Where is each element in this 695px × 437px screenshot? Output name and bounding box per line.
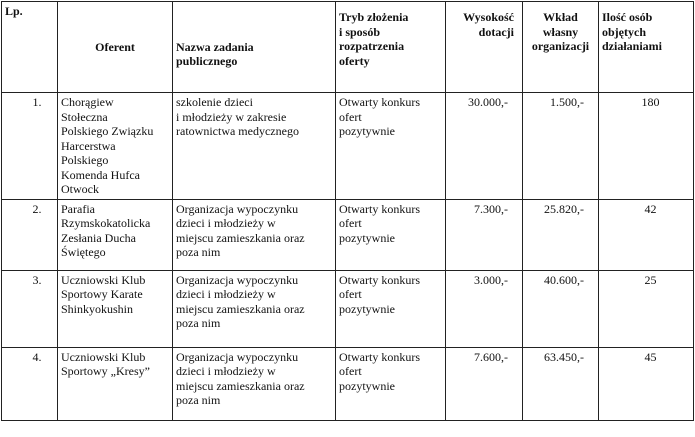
cell-nazwa: Organizacja wypoczynku dzieci i młodzieży w miejscu zamieszkania oraz poza nim: [173, 270, 336, 347]
cell-nazwa: Organizacja wypoczynku dzieci i młodzieży w miejscu zamieszkania oraz poza nim: [173, 199, 336, 270]
table-row: [2, 93, 694, 200]
cell-oferent: Parafia Rzymskokatolicka Zesłania Ducha Świętego: [58, 199, 173, 270]
cell-ilosc: 180: [599, 93, 694, 200]
header-nazwa: Nazwa zadania publicznego: [173, 2, 336, 93]
cell-wysokosc: 7.600,-: [446, 347, 523, 420]
cell-wysokosc: 7.300,-: [446, 199, 523, 270]
table-row: [2, 347, 694, 420]
cell-wklad: 40.600,-: [523, 270, 599, 347]
header-ilosc: Ilość osób objętych działaniami: [599, 2, 694, 93]
table-row: [2, 270, 694, 347]
cell-tryb: Otwarty konkurs ofert pozytywnie: [336, 199, 446, 270]
cell-lp: 1.: [2, 93, 58, 200]
cell-wklad: 25.820,-: [523, 199, 599, 270]
offers-table: [1, 1, 694, 421]
cell-oferent: Uczniowski Klub Sportowy „Kresy”: [58, 347, 173, 420]
cell-lp: 3.: [2, 270, 58, 347]
header-wklad: Wkład własny organizacji: [523, 2, 599, 93]
cell-wysokosc: 3.000,-: [446, 270, 523, 347]
cell-oferent: Uczniowski Klub Sportowy Karate Shinkyokushin: [58, 270, 173, 347]
header-lp: Lp.: [2, 2, 58, 93]
cell-wysokosc: 30.000,-: [446, 93, 523, 200]
cell-oferent: Chorągiew Stołeczna Polskiego Związku Harcerstwa Polskiego Komenda Hufca Otwock: [58, 93, 173, 200]
cell-lp: 4.: [2, 347, 58, 420]
cell-ilosc: 45: [599, 347, 694, 420]
cell-nazwa: szkolenie dzieci i młodzieży w zakresie ratownictwa medycznego: [173, 93, 336, 200]
header-tryb: Tryb złożenia i sposób rozpatrzenia oferty: [336, 2, 446, 93]
table-row: [2, 199, 694, 270]
cell-wklad: 63.450,-: [523, 347, 599, 420]
cell-lp: 2.: [2, 199, 58, 270]
cell-ilosc: 42: [599, 199, 694, 270]
cell-tryb: Otwarty konkurs ofert pozytywnie: [336, 270, 446, 347]
header-oferent: Oferent: [58, 2, 173, 93]
cell-ilosc: 25: [599, 270, 694, 347]
cell-wklad: 1.500,-: [523, 93, 599, 200]
cell-nazwa: Organizacja wypoczynku dzieci i młodzieży w miejscu zamieszkania oraz poza nim: [173, 347, 336, 420]
header-wysokosc: Wysokość dotacji: [446, 2, 523, 93]
cell-tryb: Otwarty konkurs ofert pozytywnie: [336, 347, 446, 420]
cell-tryb: Otwarty konkurs ofert pozytywnie: [336, 93, 446, 200]
header-row: [2, 2, 694, 93]
